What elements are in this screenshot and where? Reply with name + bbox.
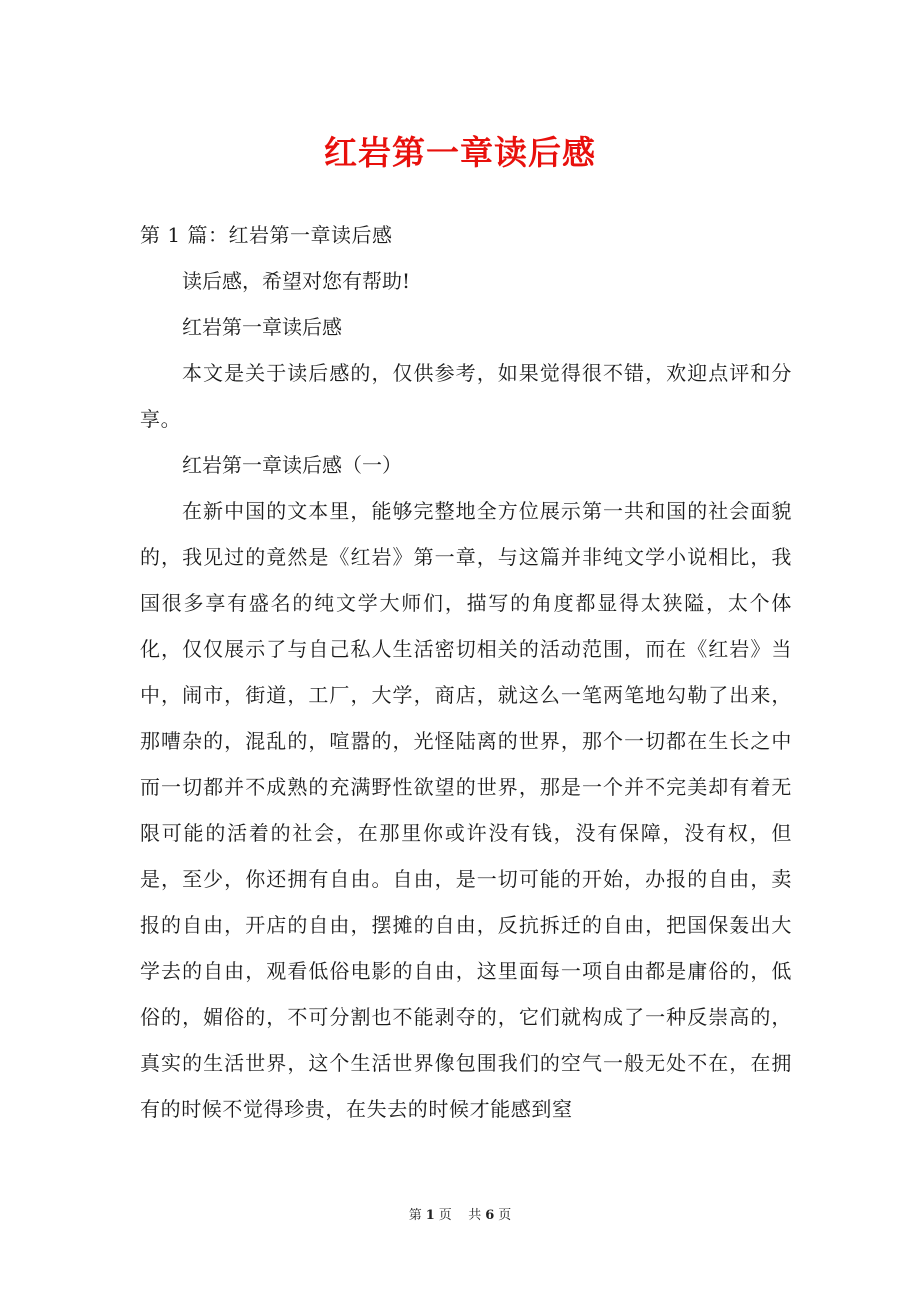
page-prefix: 第 [408,1208,422,1223]
chapter-heading: 第 1 篇：红岩第一章读后感 [140,223,393,247]
section-heading: 红岩第一章读后感（一） [182,453,402,477]
total-prefix: 共 [468,1208,482,1223]
document-body [140,212,792,1132]
page-suffix: 页 [438,1208,452,1223]
current-page-number: 1 [425,1208,435,1223]
subtitle-line: 红岩第一章读后感 [182,315,342,339]
total-suffix: 页 [498,1208,512,1223]
page-footer [0,1206,920,1226]
total-pages-number: 6 [485,1208,495,1223]
intro-line: 读后感，希望对您有帮助! [182,269,411,293]
notice-paragraph: 本文是关于读后感的，仅供参考，如果觉得很不错，欢迎点评和分享。 [140,361,792,431]
body-paragraph: 在新中国的文本里，能够完整地全方位展示第一共和国的社会面貌的，我见过的竟然是《红岩》第一章，与这篇并非纯文学小说相比，我国很多享有盛名的纯文学大师们，描写的角度都显得太狭隘，太个体化，仅仅展示了与自己私人生活密切相关的活动范围，而在《红岩》当中，闹市，街道，工厂，大学，商店，就这么一笔两笔地勾勒了出来，那嘈杂的，混乱的，喧嚣的，光怪陆离的世界，那个一切都在生长之中而一切都并不成熟的充满野性欲望的世界，那是一个并不完美却有着无限可能的活着的社会，在那里你或许没有钱，没有保障，没有权，但是，至少，你还拥有自由。自由，是一切可能的开始，办报的自由，卖报的自由，开店的自由，摆摊的自由，反抗拆迁的自由，把国保轰出大学去的自由，观看低俗电影的自由，这里面每一项自由都是庸俗的，低俗的，媚俗的，不可分割也不能剥夺的，它们就构成了一种反崇高的，真实的生活世界，这个生活世界像包围我们的空气一般无处不在，在拥有的时候不觉得珍贵，在失去的时候才能感到窒 [140,499,792,1121]
document-title: 红岩第一章读后感 [324,133,596,172]
